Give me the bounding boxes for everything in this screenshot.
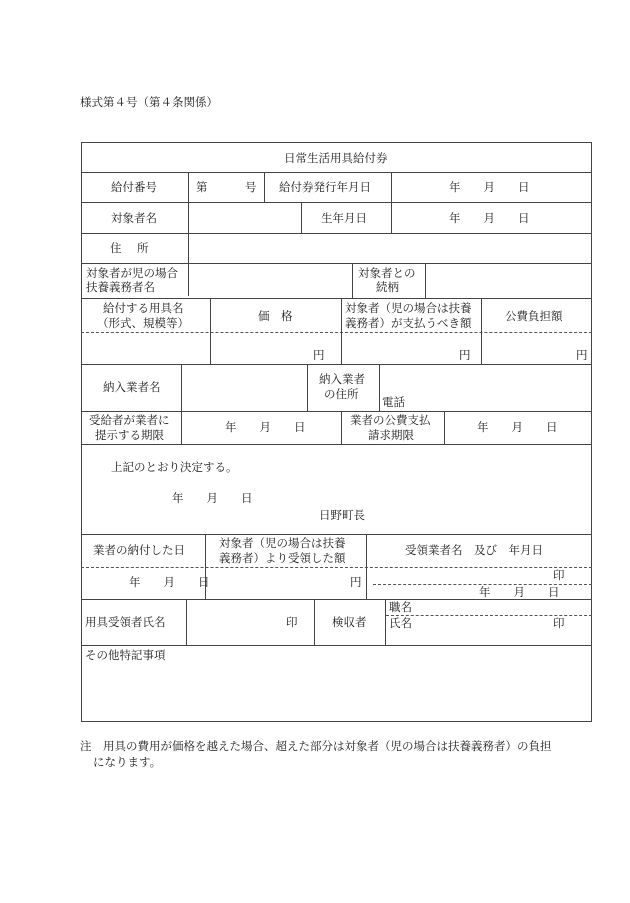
guardian-label-line2: 扶養義務者名 bbox=[86, 280, 155, 294]
delivery-date: 年 月 日 bbox=[129, 575, 210, 589]
rule bbox=[81, 534, 592, 535]
rule bbox=[444, 411, 445, 444]
birth-date-label: 生年月日 bbox=[321, 211, 367, 225]
rule bbox=[181, 364, 182, 444]
rule bbox=[481, 298, 482, 364]
rule bbox=[81, 172, 592, 173]
deadline-label-line2: 提示する期限 bbox=[95, 428, 164, 442]
received-yen: 円 bbox=[350, 575, 362, 589]
phone-label: 電話 bbox=[382, 395, 405, 409]
rule bbox=[205, 534, 206, 599]
rule bbox=[81, 263, 592, 264]
public-cost-label: 公費負担額 bbox=[505, 309, 563, 323]
claim-label-line1: 業者の公費支払 bbox=[350, 413, 431, 427]
rule bbox=[81, 364, 592, 365]
vendor-name-label: 納入業者名 bbox=[103, 380, 161, 394]
rule bbox=[81, 645, 592, 646]
price-yen: 円 bbox=[313, 348, 325, 362]
dashed-rule bbox=[81, 567, 592, 568]
rule bbox=[385, 599, 386, 645]
rule bbox=[81, 202, 592, 203]
receipt-date: 年 月 日 bbox=[479, 585, 560, 599]
rule bbox=[366, 534, 367, 599]
decision-date: 年 月 日 bbox=[172, 491, 253, 505]
rule bbox=[379, 364, 380, 411]
claim-label-line2: 請求期限 bbox=[368, 428, 414, 442]
receiver-seal: 印 bbox=[286, 615, 298, 629]
recipient-name-label: 対象者名 bbox=[111, 211, 157, 225]
rule bbox=[186, 599, 187, 645]
rule bbox=[341, 298, 342, 364]
issue-date: 年 月 日 bbox=[449, 180, 530, 194]
rule bbox=[341, 411, 342, 444]
item-label-line2: （形式、規模等） bbox=[97, 316, 189, 330]
issuer-name: 日野町長 bbox=[319, 508, 365, 522]
job-title-label: 職名 bbox=[389, 600, 412, 614]
deadline-label-line1: 受給者が業者に bbox=[89, 413, 170, 427]
payable-yen: 円 bbox=[459, 348, 471, 362]
inspector-label: 検収者 bbox=[332, 615, 367, 629]
rule bbox=[81, 298, 592, 299]
rule bbox=[81, 233, 592, 234]
deadline-date: 年 月 日 bbox=[225, 420, 306, 434]
public-cost-yen: 円 bbox=[576, 348, 588, 362]
inspector-name-label: 氏名 bbox=[389, 616, 412, 630]
form-title: 日常生活用具給付券 bbox=[284, 151, 388, 165]
rule bbox=[391, 172, 392, 233]
payable-label-line2: 義務者）が支払うべき額 bbox=[345, 316, 472, 330]
receiver-name-label: 用具受領者氏名 bbox=[85, 615, 166, 629]
rule bbox=[81, 444, 592, 445]
rule bbox=[307, 364, 308, 411]
address-label: 住 所 bbox=[110, 241, 151, 255]
relation-label-line1: 対象者との bbox=[358, 266, 416, 280]
other-notes-label: その他特記事項 bbox=[85, 648, 166, 662]
number-prefix: 第 bbox=[196, 180, 208, 194]
vendor-address-label-line1: 納入業者 bbox=[319, 372, 365, 386]
receipt-vendor-label: 受領業者名 及び 年月日 bbox=[405, 543, 543, 557]
rule bbox=[81, 411, 592, 412]
rule bbox=[81, 599, 592, 600]
rule bbox=[425, 263, 426, 298]
inspector-seal: 印 bbox=[553, 616, 565, 630]
rule bbox=[210, 298, 211, 364]
issue-date-label: 給付券発行年月日 bbox=[279, 180, 371, 194]
delivery-date-label: 業者の納付した日 bbox=[93, 543, 185, 557]
footnote-line1: 注 用具の費用が価格を越えた場合、超えた部分は対象者（児の場合は扶養義務者）の負担 bbox=[80, 739, 552, 753]
issue-number-label: 給付番号 bbox=[111, 180, 157, 194]
price-label: 価 格 bbox=[258, 309, 293, 323]
rule bbox=[264, 172, 265, 202]
decision-text: 上記のとおり決定する。 bbox=[111, 460, 238, 474]
claim-date: 年 月 日 bbox=[477, 420, 558, 434]
relation-label-line2: 続柄 bbox=[376, 280, 399, 294]
birth-date: 年 月 日 bbox=[449, 211, 530, 225]
rule bbox=[314, 599, 315, 645]
item-label-line1: 給付する用具名 bbox=[103, 301, 184, 315]
received-amount-label-line1: 対象者（児の場合は扶養 bbox=[219, 536, 346, 550]
rule bbox=[352, 263, 353, 298]
form-number: 様式第４号（第４条関係） bbox=[80, 95, 218, 109]
footnote-line2: になります。 bbox=[93, 755, 162, 769]
rule bbox=[301, 202, 302, 233]
number-suffix: 号 bbox=[245, 180, 257, 194]
guardian-label-line1: 対象者が児の場合 bbox=[86, 266, 178, 280]
rule bbox=[188, 172, 189, 296]
payable-label-line1: 対象者（児の場合は扶養 bbox=[345, 301, 472, 315]
vendor-seal: 印 bbox=[553, 568, 565, 582]
received-amount-label-line2: 義務者）より受領した額 bbox=[219, 551, 346, 565]
dashed-rule bbox=[81, 332, 592, 333]
vendor-address-label-line2: の住所 bbox=[324, 387, 359, 401]
